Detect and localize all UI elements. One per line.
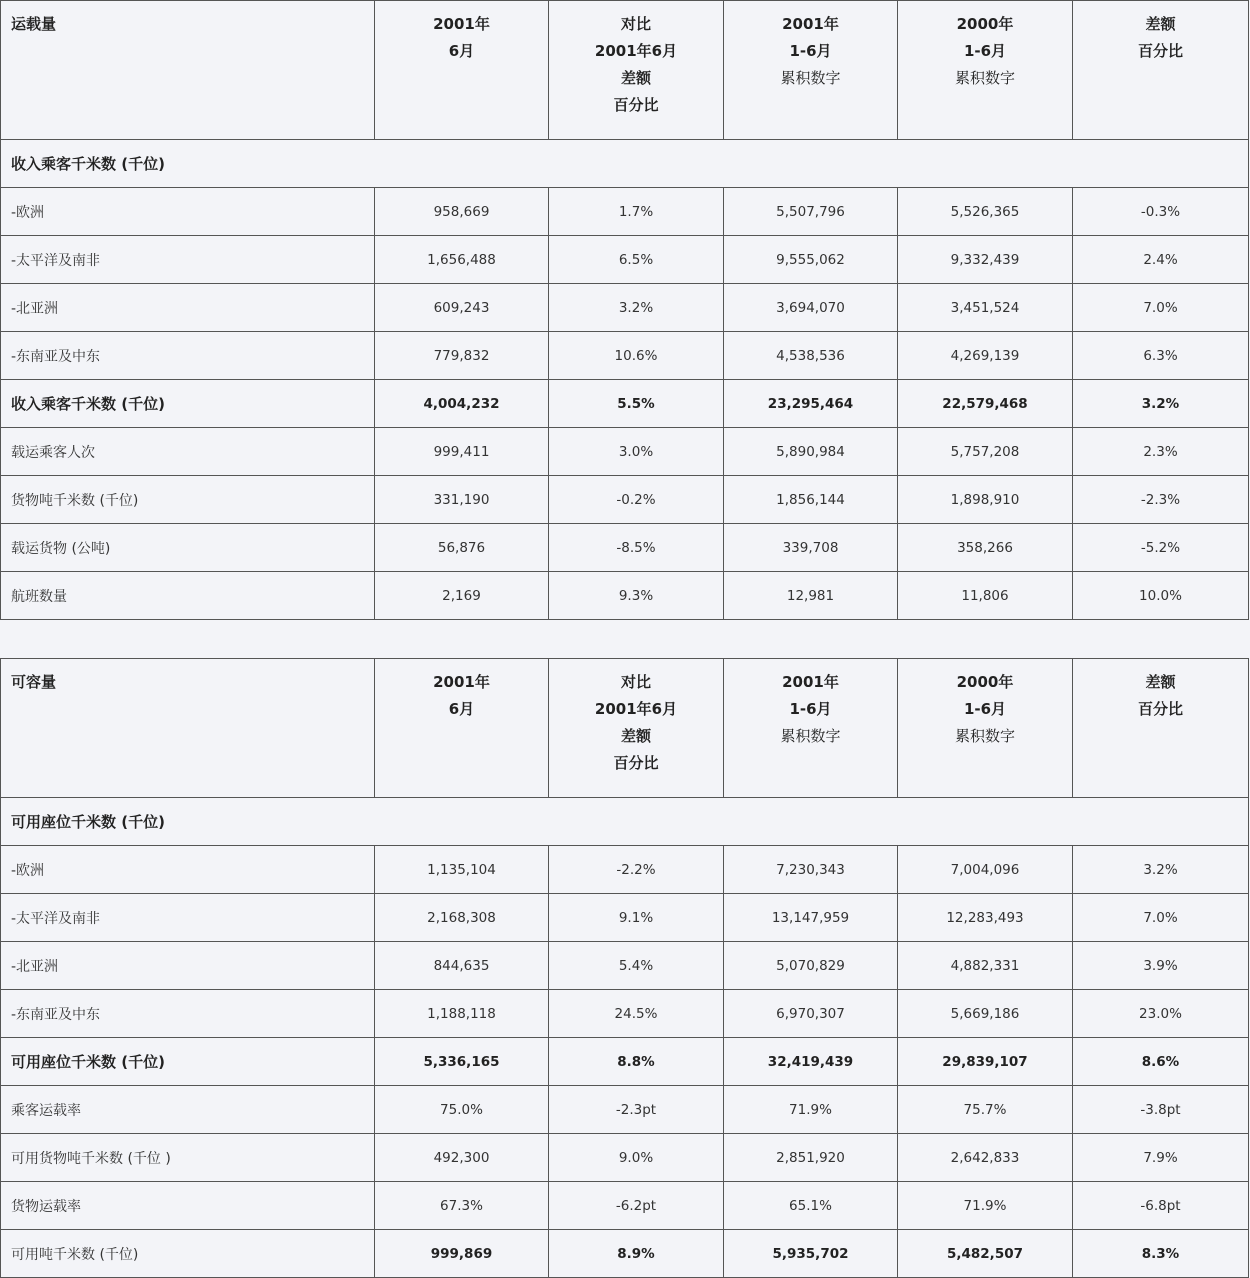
row-value: 1,898,910 (898, 476, 1073, 524)
row-value: 958,669 (375, 188, 549, 236)
row-value: 3.9% (1073, 942, 1249, 990)
row-value: 9.3% (549, 572, 724, 620)
row-value: 5,935,702 (724, 1230, 898, 1278)
row-value: -0.3% (1073, 188, 1249, 236)
capacity-table-body (1, 659, 1249, 1278)
table-row (1, 1038, 1249, 1086)
row-value: 5,482,507 (898, 1230, 1073, 1278)
column-header-line: 累积数字 (954, 727, 1015, 745)
row-value: 999,869 (375, 1230, 549, 1278)
column-header-line: 百分比 (1137, 700, 1183, 718)
column-header (1073, 659, 1249, 798)
table-row (1, 332, 1249, 380)
row-value: 3.2% (1073, 380, 1249, 428)
row-value: 12,981 (724, 572, 898, 620)
row-value: 4,882,331 (898, 942, 1073, 990)
row-label: 可用货物吨千米数 (千位 ) (1, 1134, 375, 1182)
column-header (898, 1, 1073, 140)
row-label: -太平洋及南非 (1, 894, 375, 942)
column-header-line: 百分比 (1137, 42, 1183, 60)
row-value: 2,851,920 (724, 1134, 898, 1182)
row-label: -欧洲 (1, 846, 375, 894)
row-value: 2.4% (1073, 236, 1249, 284)
row-value: 75.7% (898, 1086, 1073, 1134)
row-value: 7,004,096 (898, 846, 1073, 894)
row-value: 8.3% (1073, 1230, 1249, 1278)
row-value: 2,169 (375, 572, 549, 620)
row-value: 844,635 (375, 942, 549, 990)
row-label: 货物运载率 (1, 1182, 375, 1230)
capacity-table (0, 658, 1249, 1278)
column-header-line: 2001年 (782, 15, 839, 33)
table-row (1, 1182, 1249, 1230)
row-value: -6.2pt (549, 1182, 724, 1230)
table-row (1, 942, 1249, 990)
row-value: 6,970,307 (724, 990, 898, 1038)
column-header-line: 累积数字 (780, 727, 841, 745)
row-label: 货物吨千米数 (千位) (1, 476, 375, 524)
column-header-line: 2000年 (956, 673, 1014, 691)
section-title: 可用座位千米数 (千位) (1, 798, 1249, 846)
row-label: -东南亚及中东 (1, 990, 375, 1038)
row-value: 3,694,070 (724, 284, 898, 332)
row-value: 1,135,104 (375, 846, 549, 894)
row-label: -太平洋及南非 (1, 236, 375, 284)
row-value: 7.9% (1073, 1134, 1249, 1182)
row-value: 75.0% (375, 1086, 549, 1134)
column-header-line: 2001年 (433, 15, 490, 33)
row-value: 67.3% (375, 1182, 549, 1230)
row-label: 航班数量 (1, 572, 375, 620)
column-header-line: 差额 (1145, 673, 1176, 691)
row-value: -8.5% (549, 524, 724, 572)
row-value: -0.2% (549, 476, 724, 524)
row-value: 9.0% (549, 1134, 724, 1182)
row-value: -6.8pt (1073, 1182, 1249, 1230)
row-value: 13,147,959 (724, 894, 898, 942)
row-value: 22,579,468 (898, 380, 1073, 428)
column-header-line: 百分比 (613, 754, 659, 772)
row-value: 10.0% (1073, 572, 1249, 620)
row-value: 23.0% (1073, 990, 1249, 1038)
row-value: 609,243 (375, 284, 549, 332)
column-header-line: 对比 (620, 15, 651, 33)
row-value: 56,876 (375, 524, 549, 572)
table-row (1, 990, 1249, 1038)
row-value: 999,411 (375, 428, 549, 476)
row-value: -2.2% (549, 846, 724, 894)
row-label: -北亚洲 (1, 942, 375, 990)
column-header-line: 1-6月 (963, 700, 1007, 718)
row-label: 可用吨千米数 (千位) (1, 1230, 375, 1278)
header-row (1, 1, 1249, 140)
row-value: 65.1% (724, 1182, 898, 1230)
table-row (1, 284, 1249, 332)
column-header-line: 累积数字 (780, 69, 841, 87)
row-value: 8.9% (549, 1230, 724, 1278)
table-row (1, 1134, 1249, 1182)
row-value: 492,300 (375, 1134, 549, 1182)
table-row (1, 380, 1249, 428)
table-title: 运载量 (1, 1, 375, 140)
row-value: 23,295,464 (724, 380, 898, 428)
column-header (898, 659, 1073, 798)
column-header-line: 差额 (620, 69, 651, 87)
row-value: -2.3% (1073, 476, 1249, 524)
row-label: -东南亚及中东 (1, 332, 375, 380)
column-header-line: 对比 (620, 673, 651, 691)
row-value: 12,283,493 (898, 894, 1073, 942)
table-row (1, 188, 1249, 236)
row-value: 5,070,829 (724, 942, 898, 990)
column-header-line: 2001年 (782, 673, 839, 691)
column-header-line: 6月 (448, 700, 475, 718)
row-value: 9,332,439 (898, 236, 1073, 284)
row-value: 5,507,796 (724, 188, 898, 236)
row-value: 10.6% (549, 332, 724, 380)
row-label: 可用座位千米数 (千位) (1, 1038, 375, 1086)
row-value: 3.2% (549, 284, 724, 332)
table-row (1, 846, 1249, 894)
row-label: -北亚洲 (1, 284, 375, 332)
traffic-table-body (1, 1, 1249, 620)
row-value: -3.8pt (1073, 1086, 1249, 1134)
column-header-line: 2001年 (433, 673, 490, 691)
row-value: 4,004,232 (375, 380, 549, 428)
column-header (549, 1, 724, 140)
row-value: 11,806 (898, 572, 1073, 620)
row-value: -5.2% (1073, 524, 1249, 572)
column-header (724, 659, 898, 798)
row-value: 5,526,365 (898, 188, 1073, 236)
column-header (375, 1, 549, 140)
section-row (1, 140, 1249, 188)
row-value: 2,168,308 (375, 894, 549, 942)
row-value: 2,642,833 (898, 1134, 1073, 1182)
column-header-line: 1-6月 (789, 42, 832, 60)
row-value: 7,230,343 (724, 846, 898, 894)
column-header-line: 差额 (1145, 15, 1176, 33)
column-header-line: 2001年6月 (594, 700, 678, 718)
row-label: -欧洲 (1, 188, 375, 236)
row-value: 6.3% (1073, 332, 1249, 380)
row-value: 5,890,984 (724, 428, 898, 476)
row-value: 8.6% (1073, 1038, 1249, 1086)
traffic-table (0, 0, 1249, 620)
table-row (1, 428, 1249, 476)
row-value: 9.1% (549, 894, 724, 942)
row-value: 2.3% (1073, 428, 1249, 476)
row-label: 载运乘客人次 (1, 428, 375, 476)
row-value: 1,656,488 (375, 236, 549, 284)
column-header (549, 659, 724, 798)
row-value: 358,266 (898, 524, 1073, 572)
row-value: 1,188,118 (375, 990, 549, 1038)
column-header-line: 6月 (448, 42, 475, 60)
row-value: 71.9% (898, 1182, 1073, 1230)
column-header-line: 百分比 (613, 96, 659, 114)
row-value: 339,708 (724, 524, 898, 572)
row-value: 3,451,524 (898, 284, 1073, 332)
column-header-line: 2000年 (956, 15, 1014, 33)
row-value: 1,856,144 (724, 476, 898, 524)
row-value: 24.5% (549, 990, 724, 1038)
row-label: 乘客运载率 (1, 1086, 375, 1134)
row-value: 8.8% (549, 1038, 724, 1086)
table-row (1, 524, 1249, 572)
header-row (1, 659, 1249, 798)
table-row (1, 572, 1249, 620)
row-value: 3.0% (549, 428, 724, 476)
row-value: 7.0% (1073, 284, 1249, 332)
column-header-line: 2001年6月 (594, 42, 678, 60)
row-value: 4,538,536 (724, 332, 898, 380)
row-value: 9,555,062 (724, 236, 898, 284)
row-value: 5.4% (549, 942, 724, 990)
row-value: 331,190 (375, 476, 549, 524)
column-header (1073, 1, 1249, 140)
row-value: 5,669,186 (898, 990, 1073, 1038)
column-header-line: 累积数字 (954, 69, 1015, 87)
row-value: 32,419,439 (724, 1038, 898, 1086)
row-value: 5,336,165 (375, 1038, 549, 1086)
section-title: 收入乘客千米数 (千位) (1, 140, 1249, 188)
column-header-line: 1-6月 (789, 700, 832, 718)
table-row (1, 1086, 1249, 1134)
row-value: 779,832 (375, 332, 549, 380)
row-value: 1.7% (549, 188, 724, 236)
row-value: 6.5% (549, 236, 724, 284)
column-header-line: 1-6月 (963, 42, 1007, 60)
row-value: 4,269,139 (898, 332, 1073, 380)
row-value: 5.5% (549, 380, 724, 428)
column-header (724, 1, 898, 140)
table-row (1, 236, 1249, 284)
column-header (375, 659, 549, 798)
table-row (1, 1230, 1249, 1278)
row-value: 3.2% (1073, 846, 1249, 894)
table-row (1, 894, 1249, 942)
row-label: 载运货物 (公吨) (1, 524, 375, 572)
row-label: 收入乘客千米数 (千位) (1, 380, 375, 428)
row-value: 29,839,107 (898, 1038, 1073, 1086)
row-value: 5,757,208 (898, 428, 1073, 476)
table-row (1, 476, 1249, 524)
column-header-line: 差额 (620, 727, 651, 745)
row-value: 71.9% (724, 1086, 898, 1134)
row-value: -2.3pt (549, 1086, 724, 1134)
section-row (1, 798, 1249, 846)
row-value: 7.0% (1073, 894, 1249, 942)
table-title: 可容量 (1, 659, 375, 798)
